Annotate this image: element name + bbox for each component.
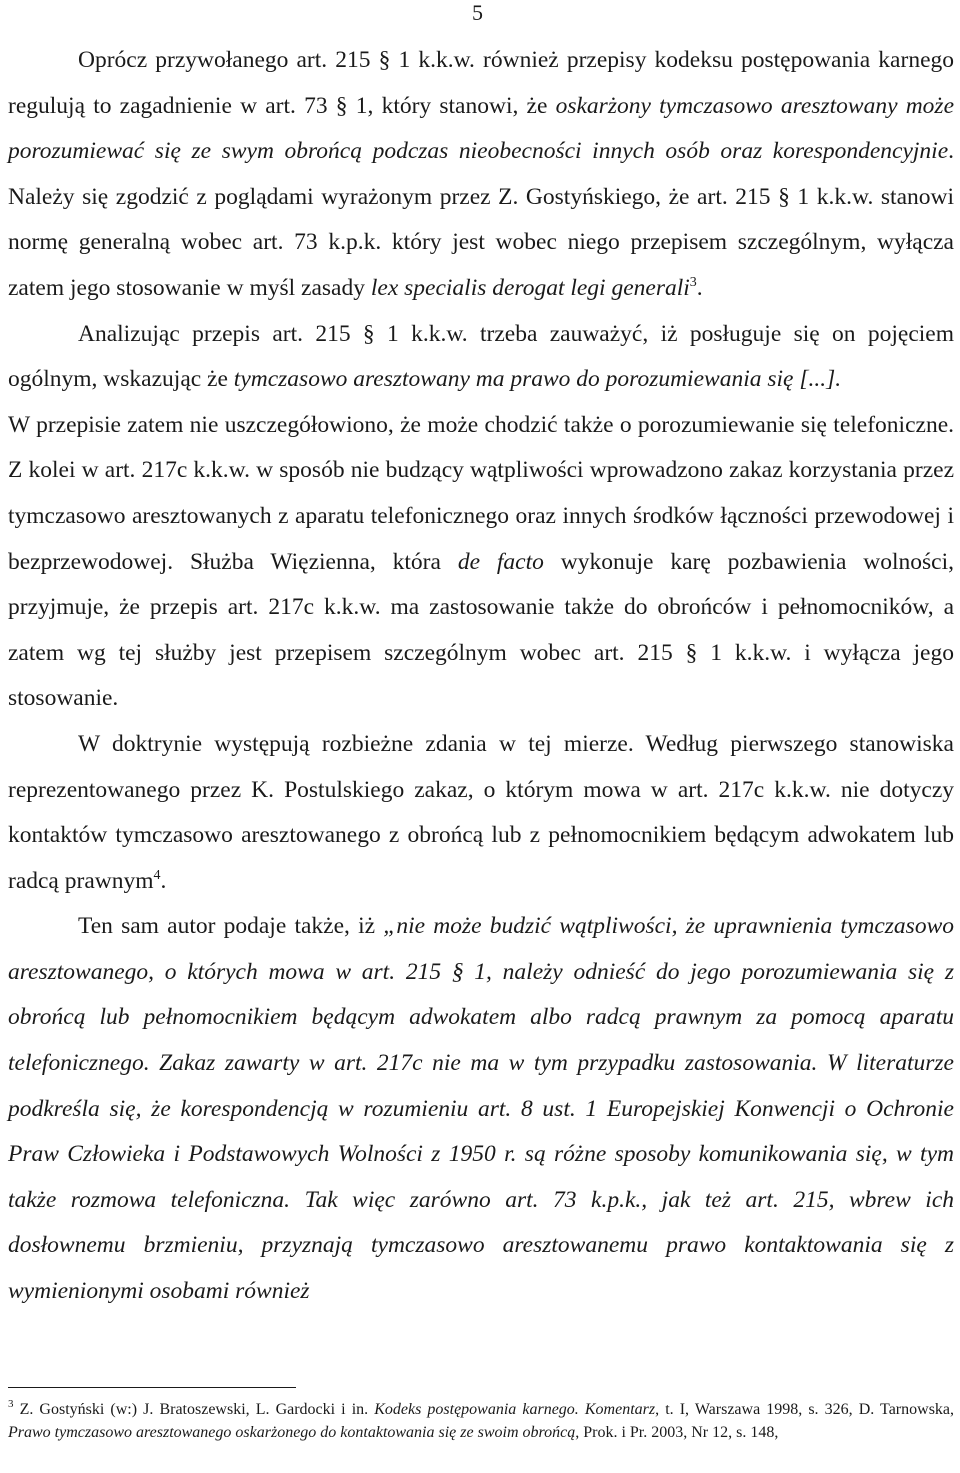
body-text: [8, 38, 954, 1315]
page-number: 5: [472, 0, 483, 25]
italic-text: „nie może budzić wątpliwości, że uprawnienia tymczasowo aresztowanego, o których mowa w art. 215 § 1, należy odnieść do jego porozumiewania się z obrońcą lub pełnomocnikiem będącym adwokatem albo radcą prawnym za pomocą aparatu telefonicznego. Zakaz zawarty w art. 217c nie ma w tym przypadku zastosowania. W literaturze podkreśla się, że korespondencją w rozumieniu art. 8 ust. 1 Europejskiej Konwencji o Ochronie Praw Człowieka i Podstawowych Wolności z 1950 r. są różne sposoby komunikowania się, w tym także rozmowa telefoniczna. Tak więc zarówno art. 73 k.p.k., jak też art. 215, wbrew ich dosłownemu brzmieniu, przyznają tymczasowo aresztowanemu prawo kontaktowania się z wymienionymi osobami również: [8, 913, 954, 1305]
text-run: Ten sam autor podaje także, iż: [78, 913, 384, 940]
text-run: , Prok. i Pr. 2003, Nr 12, s. 148,: [575, 1424, 779, 1441]
paragraph: [8, 312, 954, 403]
paragraph: [8, 904, 954, 1314]
footnotes: [8, 1398, 954, 1444]
paragraph: [8, 722, 954, 904]
text-run: Oprócz przywołanego art. 215 § 1 k.k.w. również przepisy kodeksu postępowania karnego regulują to zagadnienie w art. 73 § 1, który stanowi, że: [8, 47, 954, 119]
text-run: . Należy się zgodzić z poglądami wyrażonym przez Z. Gostyńskiego, że art. 215 § 1 k.k.w. stanowi normę generalną wobec art. 73 k.p.k. który jest wobec niego przepisem szczególnym, wyłącza zatem jego stosowanie w myśl zasady: [8, 138, 954, 301]
text-run: Z. Gostyński (w:) J. Bratoszewski, L. Gardocki i in.: [13, 1401, 375, 1418]
footnote: [8, 1398, 954, 1444]
text-run: wykonuje karę pozbawienia wolności, przyjmuje, że przepis art. 217c k.k.w. ma zastosowanie także do obrońców i pełnomocników, a zatem wg tej służby jest przepisem szczególnym wobec art. 215 § 1 k.k.w. i wyłącza jego stosowanie.: [8, 548, 954, 712]
footnote-mark: 3: [8, 1398, 14, 1410]
footnote-divider: [8, 1387, 296, 1388]
paragraph: [8, 403, 954, 722]
text-run: Analizując przepis art. 215 § 1 k.k.w. trzeba zauważyć, iż posługuje się on pojęciem ogólnym, wskazując że: [8, 320, 954, 393]
italic-text: Kodeks postępowania karnego. Komentarz: [374, 1401, 656, 1418]
text-run: W przepisie zatem nie uszczegółowiono, że może chodzić także o porozumiewanie się telefoniczne. Z kolei w art. 217c k.k.w. w sposób nie budzący wątpliwości wprowadzono zakaz korzystania przez tymczasowo aresztowanych z aparatu telefonicznego oraz innych środków łączności przewodowej i bezprzewodowej. Służba Więzienna, która: [8, 411, 954, 575]
italic-text: Prawo tymczasowo aresztowanego oskarżonego do kontaktowania się ze swoim obrońcą: [8, 1424, 576, 1441]
italic-text: oskarżony tymczasowo aresztowany może porozumiewać się ze swym obrońcą podczas nieobecności innych osób oraz korespondencyjnie: [8, 92, 954, 165]
text-run: W doktrynie występują rozbieżne zdania w tej mierze. Według pierwszego stanowiska reprezentowanego przez K. Postulskiego zakaz, o którym mowa w art. 217c k.k.w. nie dotyczy kontaktów tymczasowo aresztowanego z obrońcą lub z pełnomocnikiem będącym adwokatem lub radcą prawnym: [8, 730, 954, 894]
paragraph: [8, 38, 954, 312]
italic-text: de facto: [457, 548, 544, 575]
text-run: , t. I, Warszawa 1998, s. 326, D. Tarnowska,: [655, 1401, 955, 1418]
footnote-reference: 4: [153, 867, 161, 883]
italic-text: tymczasowo aresztowany ma prawo do porozumiewania się [...].: [233, 366, 842, 393]
text-run: .: [160, 867, 167, 894]
italic-text: lex specialis derogat legi generali: [370, 274, 690, 301]
text-run: .: [696, 274, 703, 301]
footnote-reference: 3: [689, 274, 697, 290]
